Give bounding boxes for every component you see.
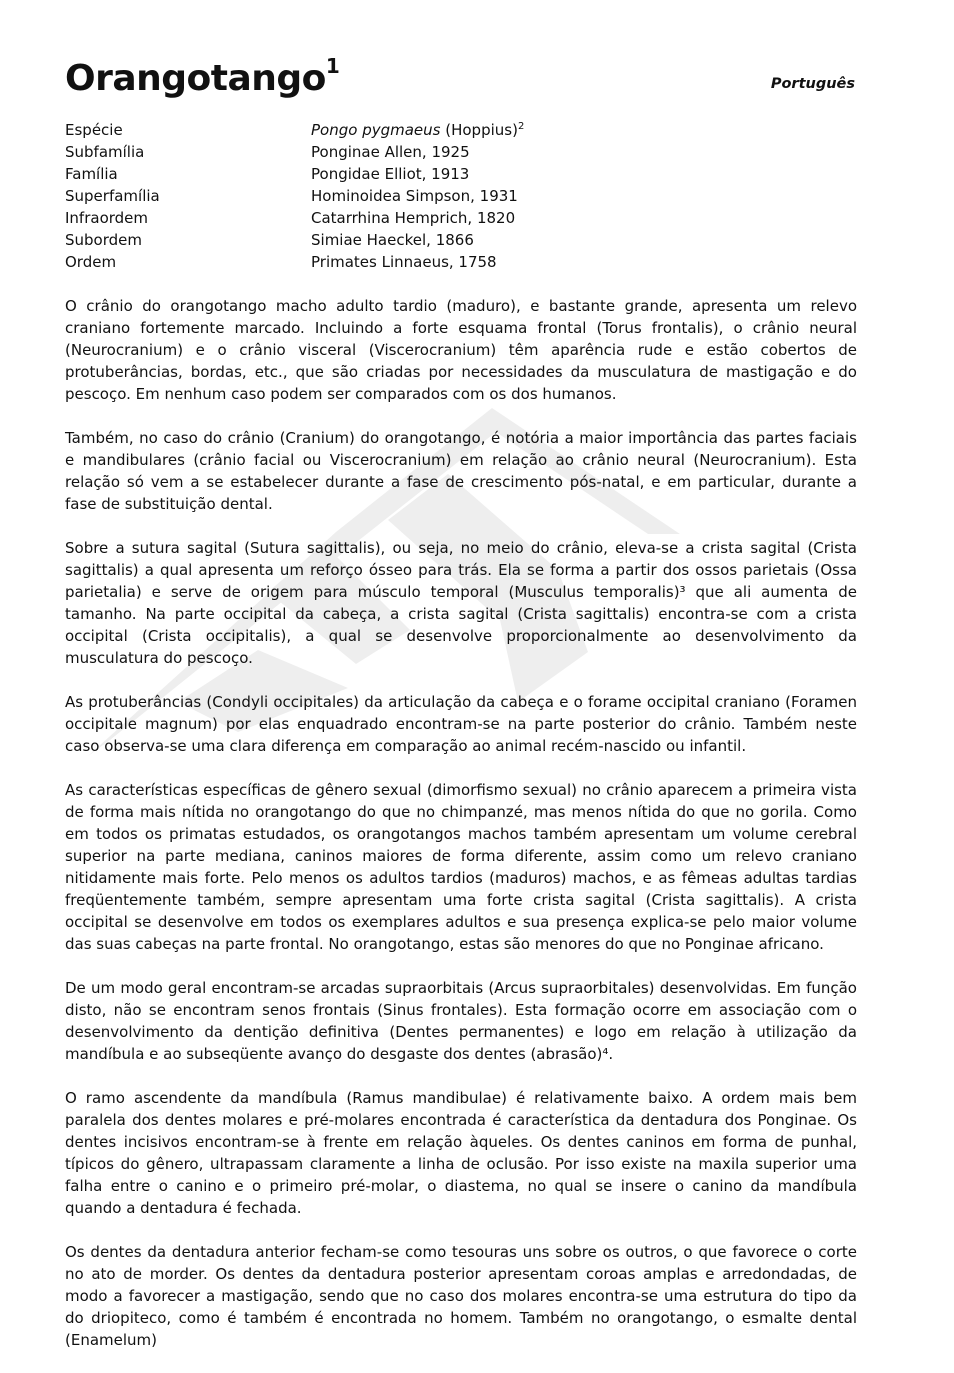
taxonomy-row	[65, 141, 857, 163]
body-paragraph: O ramo ascendente da mandíbula (Ramus mandibulae) é relativamente baixo. A ordem mais bem paralela dos dentes molares e pré-molares encontrada é característica da dentadura dos Ponginae. Os dentes incisivos encontram-se à frente em relação àqueles. Os dentes caninos em forma de punhal, típicos do gênero, ultrapassam claramente a linha de oclusão. Por isso existe na maxila superior uma falha entre o canino e o primeiro pré-molar, o diastema, no qual se insere o canino da mandíbula quando a dentadura é fechada.	[65, 1089, 857, 1217]
taxonomy-row	[65, 251, 857, 273]
taxonomy-rank: Subfamília	[65, 143, 145, 161]
taxonomy-row	[65, 163, 857, 185]
taxonomy-name	[311, 185, 857, 207]
body-paragraph: As protuberâncias (Condyli occipitales) da articulação da cabeça e o forame occipital craniano (Foramen occipitale magnum) por elas enquadrado encontram-se na parte posterior do crânio. Também neste caso observa-se uma clara diferença em comparação ao animal recém-nascido ou infantil.	[65, 693, 857, 755]
body-paragraph: De um modo geral encontram-se arcadas supraorbitais (Arcus supraorbitales) desenvolvidas. Em função disto, não se encontram senos frontais (Sinus frontales). Esta formação ocorre em associação com o desenvolvimento da dentição definitiva (Dentes permanentes) e logo em relação à utilização da mandíbula e ao subseqüente avanço do desgaste dos dentes (abrasão)⁴.	[65, 979, 857, 1063]
taxonomy-name-text: Ponginae Allen, 1925	[311, 143, 470, 161]
taxonomy-rank: Espécie	[65, 121, 123, 139]
taxonomy-name-text: Hominoidea Simpson, 1931	[311, 187, 518, 205]
body-paragraph: As características específicas de gênero sexual (dimorfismo sexual) no crânio aparecem a primeira vista de forma mais nítida no orangotango do que no chimpanzé, mas menos nítida do que no gorila. Como em todos os primatas estudados, os orangotangos machos também apresentam um volume cerebral superior na parte mediana, caninos maiores de forma diferente, assim como um relevo craniano nitidamente mais forte. Pelo menos os adultos tardios (maduros) machos, e as fêmeas adultas tardias freqüentemente também, sempre apresentam uma forte crista sagital (Crista sagittalis). A crista occipital se desenvolve em todos os exemplares adultos e sua presença explica-se pelo maior volume das suas cabeças na parte frontal. No orangotango, estas são menores do que no Ponginae africano.	[65, 781, 857, 953]
taxonomy-name	[311, 119, 857, 141]
taxonomy-name-text: Primates Linnaeus, 1758	[311, 253, 497, 271]
taxonomy-name	[311, 251, 857, 273]
body-paragraph: Os dentes da dentadura anterior fecham-se como tesouras uns sobre os outros, o que favorece o corte no ato de morder. Os dentes da dentadura posterior apresentam coroas amplas e arredondadas, de modo a favorecer a mastigação, sendo que no caso dos molares encontra-se uma estrutura do tipo da do driopiteco, como é também é encontrada no homem. Também no orangotango, o esmalte dental (Enamelum)	[65, 1243, 857, 1349]
taxonomy-rank: Família	[65, 165, 118, 183]
taxonomy-name	[311, 207, 857, 229]
taxonomy-rank: Infraordem	[65, 209, 149, 227]
page-title	[65, 56, 339, 102]
taxonomy-row	[65, 185, 857, 207]
body-paragraph: Sobre a sutura sagital (Sutura sagittalis), ou seja, no meio do crânio, eleva-se a crista sagital (Crista sagittalis) a qual apresenta um reforço ósseo para trás. Ela se forma a partir dos ossos parietais (Ossa parietalia) e serve de origem para músculo temporal (Musculus temporalis)³ que ali aumenta de tamanho. Na parte occipital da cabeça, a crista sagital (Crista sagittalis) encontra-se com a crista occipital (Crista occipitalis), a qual se desenvolve proporcionalmente ao desenvolvimento da musculatura do pescoço.	[65, 539, 857, 667]
body-paragraph: O crânio do orangotango macho adulto tardio (maduro), e bastante grande, apresenta um relevo craniano fortemente marcado. Incluindo a forte esquama frontal (Torus frontalis), o crânio neural (Neurocranium) e o crânio visceral (Viscerocranium) têm aparência rude e estão cobertos de protuberâncias, bordas, etc., que são criadas por necessidades da musculatura de mastigação e do pescoço. Em nenhum caso podem ser comparados com os dos humanos.	[65, 297, 857, 403]
title-text: Orangotango	[65, 58, 326, 99]
taxonomy-name-italic: Pongo pygmaeus	[311, 121, 441, 139]
taxonomy-name	[311, 141, 857, 163]
taxonomy-row	[65, 207, 857, 229]
taxonomy-name-text: Catarrhina Hemprich, 1820	[311, 209, 516, 227]
taxonomy-table	[65, 119, 857, 273]
taxonomy-row	[65, 119, 857, 141]
language-label: Português	[770, 76, 855, 92]
taxonomy-name	[311, 163, 857, 185]
taxonomy-name-text: Pongidae Elliot, 1913	[311, 165, 470, 183]
title-footnote-marker: 1	[325, 54, 340, 78]
taxonomy-rank: Subordem	[65, 231, 142, 249]
taxonomy-name-text: Simiae Haeckel, 1866	[311, 231, 474, 249]
taxonomy-rank: Ordem	[65, 253, 117, 271]
taxonomy-row	[65, 229, 857, 251]
taxonomy-name	[311, 229, 857, 251]
body-paragraph: Também, no caso do crânio (Cranium) do orangotango, é notória a maior importância das partes faciais e mandibulares (crânio facial ou Viscerocranium) em relação ao crânio neural (Neurocranium). Esta relação só vem a se estabelecer durante a fase de crescimento pós-natal, e em particular, durante a fase de substituição dental.	[65, 429, 857, 513]
taxonomy-footnote-marker: 2	[517, 121, 525, 132]
body-text	[65, 295, 857, 1373]
taxonomy-name-text: (Hoppius)	[440, 121, 518, 139]
taxonomy-rank: Superfamília	[65, 187, 160, 205]
